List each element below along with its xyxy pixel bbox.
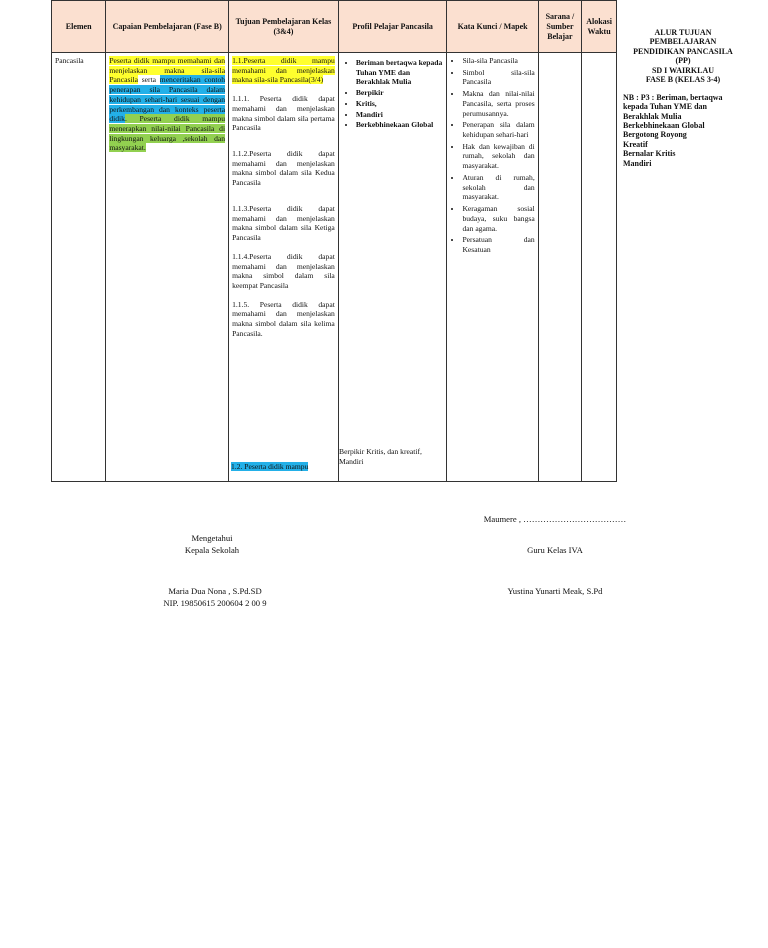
- list-item: • Kritis,: [356, 99, 444, 109]
- list-item: • Mandiri: [356, 110, 444, 120]
- teacher-title: Guru Kelas IVA: [527, 545, 583, 555]
- tujuan-item: 1.1.2.Peserta didik dapat memahami dan menjelaskan makna simbol dalam sila Kedua Pancasila: [232, 149, 335, 188]
- cell-profil: [338, 53, 447, 482]
- list-item: • Beriman bertaqwa kepada Tuhan YME dan Berakhlak Mulia: [356, 58, 444, 87]
- header-profil: Profil Pelajar Pancasila: [338, 1, 447, 53]
- list-item: • Simbol sila-sila Pancasila: [462, 68, 534, 87]
- list-item: • Berpikir: [356, 88, 444, 98]
- list-item: • Hak dan kewajiban di rumah, sekolah dan masyarakat.: [462, 142, 534, 171]
- cell-tujuan: [229, 53, 339, 482]
- kata-kunci-list: [450, 56, 534, 255]
- nb-line: Berkebhinekaan Global: [623, 120, 705, 130]
- cell-kata-kunci: [447, 53, 538, 482]
- header-alokasi: Alokasi Waktu: [582, 1, 617, 53]
- capaian-highlight-1: Peserta didik mampu memahami dan menjelaskan makna sila-sila Pancasila: [109, 56, 226, 85]
- tujuan-item: 1.1.4.Peserta didik dapat memahami dan menjelaskan makna simbol dalam sila keempat Pancasila: [232, 251, 335, 290]
- profil-list: [342, 58, 444, 130]
- cell-alokasi: [582, 53, 617, 482]
- tujuan-last-highlight: 1.2. Peserta didik mampu: [231, 462, 309, 471]
- capaian-highlight-4: . Peserta didik mampu menerapkan nilai-nilai Pancasila di lingkungan keluarga ,sekolah dan masyarakat.: [109, 114, 226, 153]
- title-line: PEMBELAJARAN: [649, 37, 717, 47]
- tujuan-item: [232, 56, 335, 85]
- tujuan-item: 1.1.1. Peserta didik dapat memahami dan menjelaskan makna simbol dalam sila pertama Pancasila: [232, 94, 335, 133]
- nb-line: Kreatif: [623, 139, 648, 149]
- list-item: • Makna dan nilai-nilai Pancasila, serta proses perumusannya.: [462, 89, 534, 118]
- header-capaian: Capaian Pembelajaran (Fase B): [106, 1, 229, 53]
- header-elemen: Elemen: [52, 1, 106, 53]
- nb-line: Bernalar Kritis: [623, 149, 676, 159]
- place-date: Maumere , ………………………………: [483, 514, 627, 524]
- learning-flow-table: [51, 0, 617, 482]
- nb-line: NB : P3 : Beriman, bertaqwa kepada Tuhan YME dan Berakhlak Mulia: [623, 92, 723, 121]
- cell-capaian: [106, 53, 229, 482]
- principal-name: Maria Dua Nona , S.Pd.SD: [168, 586, 262, 596]
- table-row: [52, 53, 617, 482]
- list-item: • Penerapan sila dalam kehidupan sehari-hari: [462, 120, 534, 139]
- capaian-text-2: serta: [141, 75, 157, 85]
- nb-line: Bergotong Royong: [623, 130, 687, 140]
- tujuan-item: 1.1.5. Peserta didik dapat memahami dan menjelaskan makna simbol dalam sila kelima Pancasila.: [232, 299, 335, 338]
- side-title: [623, 28, 743, 85]
- title-line: ALUR TUJUAN: [654, 28, 712, 37]
- title-line: FASE B (KELAS 3-4): [645, 75, 721, 85]
- list-item: • Keragaman sosial budaya, suku bangsa dan agama.: [462, 204, 534, 233]
- header-tujuan: Tujuan Pembelajaran Kelas (3&4): [229, 1, 339, 53]
- side-notes: [623, 28, 743, 168]
- table-header-row: [52, 1, 617, 53]
- capaian-highlight-3: menceritakan contoh penerapan sila Pancasila dalam kehidupan sehari-hari sesuai dengan perkembangan dan konteks peserta didik: [109, 75, 226, 124]
- tujuan-main-highlight: 1.1.Peserta didik mampu memahami dan menjelaskan makna sila-sila Pancasila(3/4): [232, 56, 335, 85]
- teacher-name: Yustina Yunarti Meak, S.Pd: [507, 586, 603, 596]
- tujuan-last-item: [231, 462, 308, 471]
- profil-note: Berpikir Kritis, dan kreatif, Mandiri: [339, 447, 422, 466]
- cell-elemen: [52, 53, 106, 482]
- principal-nip: NIP. 19850615 200604 2 00 9: [163, 598, 267, 608]
- header-sarana: Sarana / Sumber Belajar: [538, 1, 581, 53]
- cell-sarana: [538, 53, 581, 482]
- list-item: • Persatuan dan Kesatuan: [462, 235, 534, 254]
- list-item: • Aturan di rumah, sekolah dan masyarakat.: [462, 173, 534, 202]
- nb-line: Mandiri: [623, 158, 652, 168]
- elemen-text: Pancasila: [55, 56, 84, 65]
- principal-title: Kepala Sekolah: [184, 545, 240, 555]
- header-kata-kunci: Kata Kunci / Mapek: [447, 1, 538, 53]
- tujuan-item: 1.1.3.Peserta didik dapat memahami dan menjelaskan makna simbol dalam sila Ketiga Pancasila: [232, 203, 335, 243]
- title-line: SD I WAIRKLAU: [651, 65, 715, 75]
- side-nb: [623, 93, 743, 169]
- list-item: • Berkebhinekaan Global: [356, 120, 444, 130]
- title-line: (PP): [675, 56, 691, 66]
- known-by-label: Mengetahui: [191, 533, 233, 543]
- title-line: PENDIDIKAN PANCASILA: [633, 46, 733, 56]
- list-item: • Sila-sila Pancasila: [462, 56, 534, 66]
